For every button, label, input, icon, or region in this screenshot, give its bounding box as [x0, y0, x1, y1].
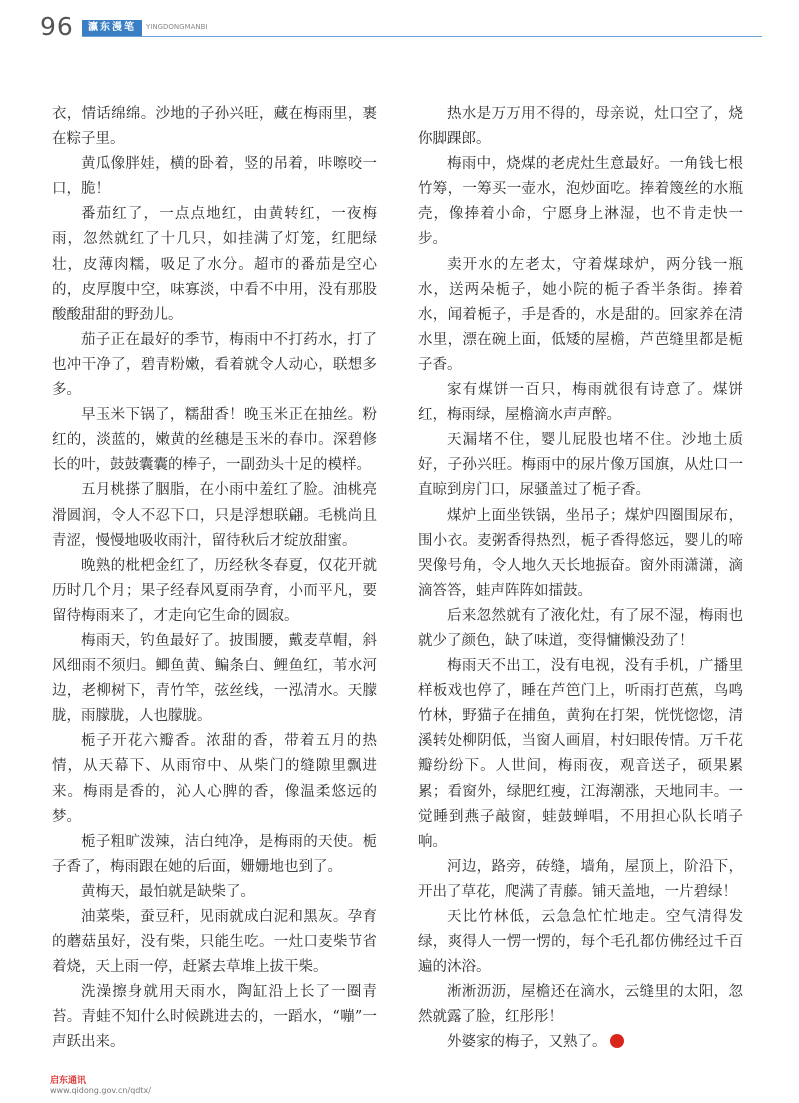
paragraph-text: 洗澡擦身就用天雨水，陶缸沿上长了一圈青苔。青蛙不知什么时候跳进去的，一蹈水，“嘣”一声跃出来。 — [52, 984, 377, 1051]
paragraph — [418, 1030, 743, 1055]
footer-url[interactable]: www.qidong.gov.cn/qdtx/ — [50, 1086, 151, 1095]
paragraph — [52, 202, 377, 327]
paragraph-text: 河边，路旁，砖缝，墙角，屋顶上，阶沿下，开出了草花，爬满了青藤。铺天盖地，一片碧绿！ — [418, 858, 743, 900]
paragraph — [418, 378, 743, 428]
page-footer — [50, 1076, 151, 1096]
left-text-column — [52, 102, 377, 1056]
paragraph — [52, 830, 377, 880]
paragraph-text: 番茄红了，一点点地红，由黄转红，一夜梅雨，忽然就红了十几只，如挂满了灯笼，红肥绿壮，皮薄肉糯，吸足了水分。超市的番茄是空心的，皮厚腹中空，味寡淡，中看不中用，没有那股酸酸甜甜的野劲儿。 — [52, 206, 377, 323]
header-rule — [82, 36, 762, 37]
paragraph — [52, 478, 377, 553]
paragraph — [52, 729, 377, 829]
paragraph-text: 黄梅天，最怕就是缺柴了。 — [81, 883, 255, 900]
paragraph-text: 淅淅沥沥，屋檐还在滴水，云缝里的太阳，忽然就露了脸，红彤彤！ — [418, 984, 743, 1026]
paragraph — [418, 253, 743, 378]
paragraph — [418, 504, 743, 604]
paragraph-text: 天漏堵不住，婴儿屁股也堵不住。沙地土质好，子孙兴旺。梅雨中的尿片像万国旗，从灶口一直晾到房门口，尿骚盖过了栀子香。 — [418, 432, 743, 499]
right-text-column — [418, 102, 743, 1056]
paragraph-text: 外婆家的梅子，又熟了。 — [447, 1034, 607, 1051]
paragraph — [418, 102, 743, 152]
paragraph — [52, 905, 377, 980]
paragraph-text: 后来忽然就有了液化灶，有了尿不湿，梅雨也就少了颜色，缺了味道，变得慵懒没劲了！ — [418, 607, 743, 649]
paragraph-text: 梅雨中，烧煤的老虎灶生意最好。一角钱七根竹筹，一筹买一壶水，泡炒面吃。捧着篾丝的水瓶壳，像捧着小命，宁愿身上淋湿，也不肯走快一步。 — [418, 156, 743, 248]
paragraph — [52, 152, 377, 202]
paragraph-text: 油菜柴，蚕豆秆，见雨就成白泥和黑灰。孕育的蘑菇虽好，没有柴，只能生吃。一灶口麦柴节省着烧，天上雨一停，赶紧去草堆上拔干柴。 — [52, 909, 377, 976]
paragraph-text: 栀子开花六瓣香。浓甜的香，带着五月的热情，从天幕下、从雨帘中、从柴门的缝隙里飘进来。梅雨是香的，沁人心脾的香，像温柔悠远的梦。 — [52, 733, 377, 825]
paragraph-text: 晚熟的枇杷金红了，历经秋冬春夏，仅花开就历时几个月；果子经春风夏雨孕育，小而平凡，要留待梅雨来了，才走向它生命的圆寂。 — [52, 557, 377, 624]
paragraph — [418, 855, 743, 905]
paragraph-text: 黄瓜像胖娃，横的卧着，竖的吊着，咔嚓咬一口，脆！ — [52, 156, 377, 198]
paragraph — [418, 428, 743, 503]
paragraph-text: 热水是万万用不得的，母亲说，灶口空了，烧你脚踝郎。 — [418, 106, 743, 148]
column-name: 瀛东漫笔 — [82, 20, 142, 36]
paragraph-text: 天比竹林低，云急急忙忙地走。空气清得发绿，爽得人一愣一愣的，每个毛孔都仿佛经过千百遍的沐浴。 — [418, 909, 743, 976]
paragraph — [418, 654, 743, 855]
paragraph — [418, 152, 743, 252]
paragraph — [52, 102, 377, 152]
footer-brand: 启东通讯 — [50, 1076, 87, 1086]
paragraph — [418, 604, 743, 654]
paragraph-text: 衣，情话绵绵。沙地的子孙兴旺，藏在梅雨里，裹在粽子里。 — [52, 106, 377, 148]
paragraph — [52, 980, 377, 1055]
paragraph-text: 茄子正在最好的季节，梅雨中不打药水，打了也冲干净了，碧青粉嫩，看着就令人动心，联想多多。 — [52, 331, 377, 399]
paragraph — [52, 629, 377, 729]
paragraph-text: 卖开水的左老太，守着煤球炉，两分钱一瓶水，送两朵栀子，她小院的栀子香半条街。捧着水，闻着栀子，手是香的，水是甜的。回家养在清水里，漂在碗上面，低矮的屋檐，芦芭缝里都是栀子香。 — [418, 256, 743, 373]
paragraph-text: 五月桃搽了胭脂，在小雨中羞红了脸。油桃亮滑圆润，令人不忍下口，只是浮想联翩。毛桃尚且青涩，慢慢地吸收雨汁，留待秋后才绽放甜蜜。 — [52, 482, 377, 549]
paragraph-text: 梅雨天，钓鱼最好了。披围腰，戴麦草帽，斜风细雨不须归。鲫鱼黄、鳊条白、鲤鱼红，苇水河边，老柳树下，青竹竿，弦丝线，一泓清水。天朦胧，雨朦胧，人也朦胧。 — [52, 632, 377, 725]
end-mark-icon — [610, 1034, 624, 1048]
page-number: 96 — [40, 12, 74, 41]
page-header — [0, 0, 799, 50]
paragraph — [52, 328, 377, 403]
paragraph-text: 梅雨天不出工，没有电视，没有手机，广播里样板戏也停了，睡在芦笆门上，听雨打芭蕉，鸟鸣竹林，野猫子在捕鱼，黄狗在打架，恍恍惚惚，清溪转处柳阴低，当窗人画眉，村妇眼传情。万千花瓣纷纷下。人世间，梅雨夜，观音送子，硕果累累；看窗外，绿肥红瘦，江海潮涨，天地同丰。一觉睡到燕子敲窗，蛙鼓蝉唱，不用担心队长哨子响。 — [418, 658, 743, 850]
paragraph — [52, 554, 377, 629]
paragraph-text: 早玉米下锅了，糯甜香！晚玉米正在抽丝。粉红的，淡蓝的，嫩黄的丝穗是玉米的春巾。深碧修长的叶，鼓鼓囊囊的棒子，一副劲头十足的模样。 — [52, 407, 377, 474]
paragraph — [52, 403, 377, 478]
paragraph — [418, 980, 743, 1030]
paragraph — [418, 905, 743, 980]
paragraph-text: 煤炉上面坐铁锅，坐吊子；煤炉四圈围尿布，围小衣。麦粥香得热烈，栀子香得悠远，婴儿的啼哭像号角，令人地久天长地振奋。窗外雨潇潇，滴滴答答，蛙声阵阵如擂鼓。 — [418, 507, 743, 599]
paragraph — [52, 880, 377, 905]
paragraph-text: 栀子粗旷泼辣，洁白纯净，是梅雨的天使。栀子香了，梅雨跟在她的后面，姗姗地也到了。 — [52, 833, 377, 875]
column-pinyin: YINGDONGMANBI — [146, 23, 208, 31]
paragraph-text: 家有煤饼一百只，梅雨就很有诗意了。煤饼红，梅雨绿，屋檐滴水声声醉。 — [418, 382, 743, 424]
